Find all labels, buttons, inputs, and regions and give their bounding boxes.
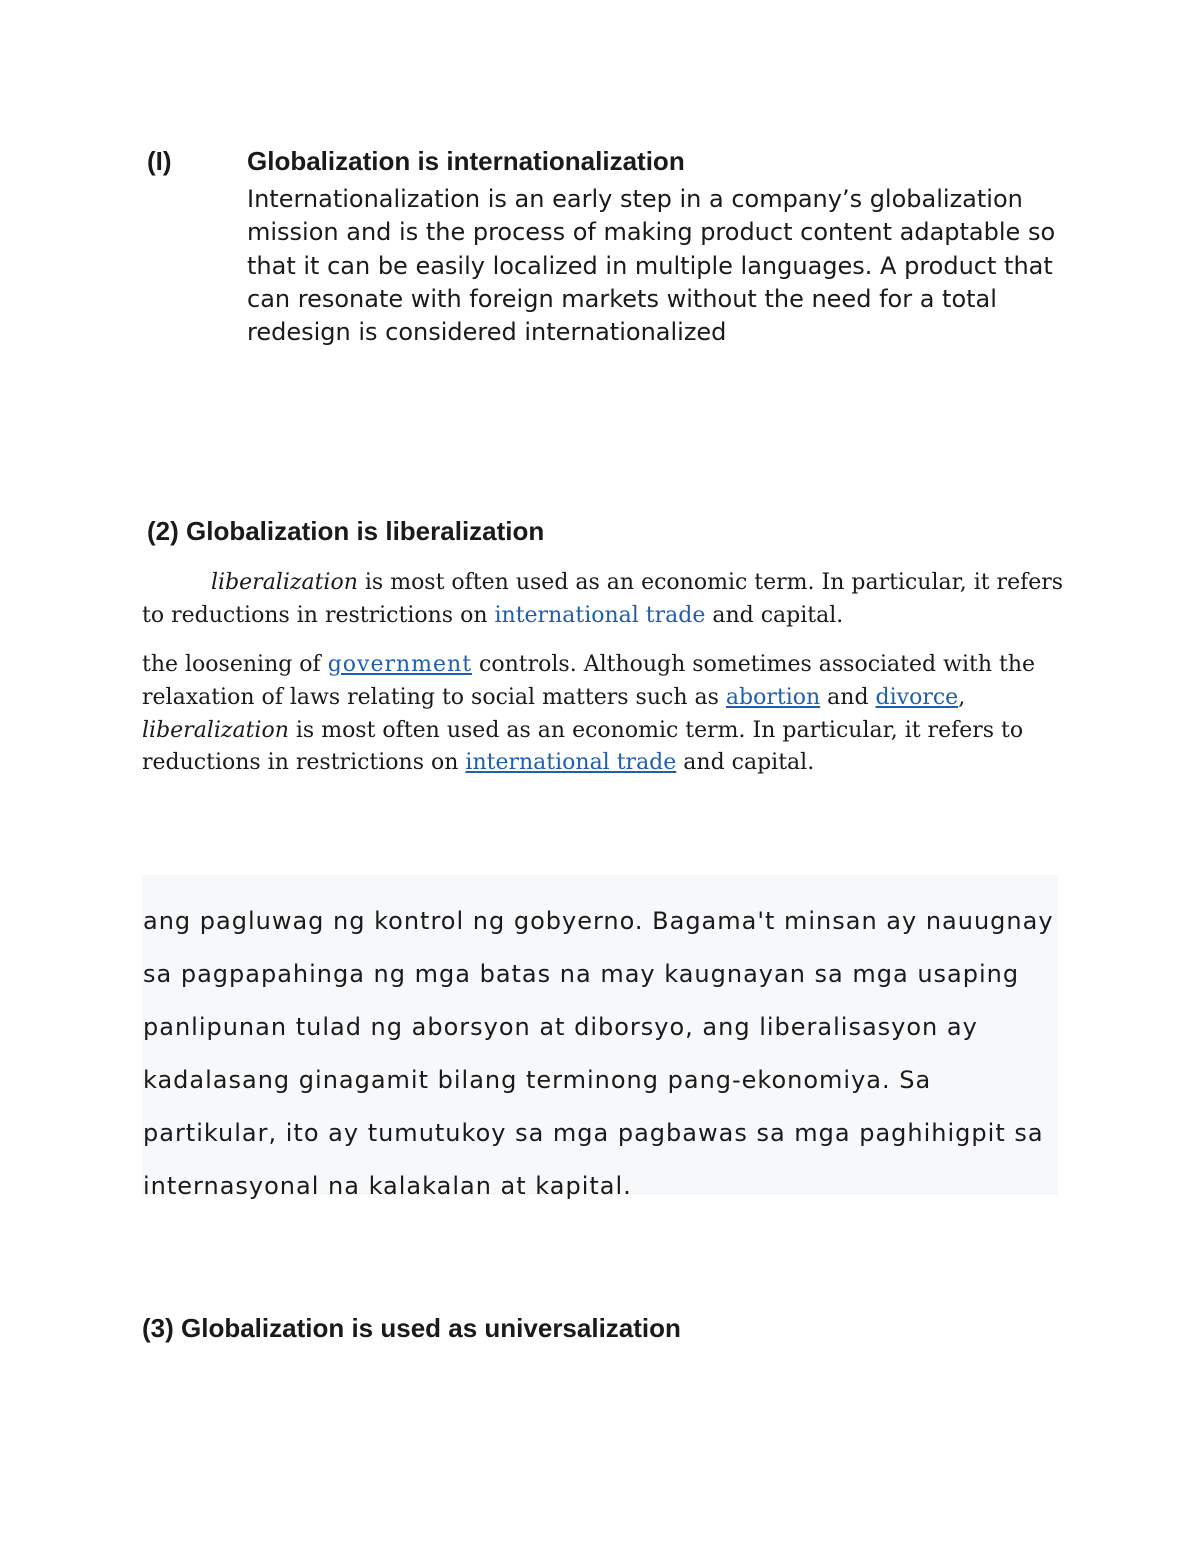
divorce-link[interactable]: divorce xyxy=(875,684,959,710)
text: and xyxy=(820,684,876,710)
section-1-body: Internationalization is an early step in a company’s globalization mission and is the process of making product content adaptable so that it can be easily localized in multiple languages. A product that can resonate with foreign markets without the need for a total redesign is considered internationalized xyxy=(247,185,1056,347)
term-liberalization: liberalization xyxy=(142,717,289,743)
text: and capital. xyxy=(676,750,815,776)
text: the loosening of xyxy=(142,652,328,677)
section-3-heading: (3) Globalization is used as universalization xyxy=(142,1313,681,1343)
abortion-link[interactable]: abortion xyxy=(725,684,821,710)
government-link[interactable]: government xyxy=(327,652,473,677)
liberalization-paragraph-2 xyxy=(142,649,1082,780)
text: , xyxy=(958,684,966,710)
section-1-heading: Globalization is internationalization xyxy=(247,146,685,176)
filipino-translation-block xyxy=(142,875,1058,1200)
text: is most often used as an econo xyxy=(288,717,639,743)
filipino-translation-text: ang pagluwag ng kontrol ng gobyerno. Bagama't minsan ay nauugnay sa pagpapahinga ng mga batas na may kaugnayan sa mga usaping panlipunan tulad ng aborsyon at diborsyo, ang liberalisasyon ay kadalasang ginagamit bilang terminong pang-ekonomiya. Sa partikular, ito ay tumutukoy sa mga pagbawas sa mga paghihigpit sa internasyonal na kalakalan at kapital. xyxy=(143,907,1054,1200)
international-trade-text: international trade xyxy=(494,602,706,628)
text: controls. Although sometimes associated with the relaxation of laws relating to social matters such as xyxy=(142,652,1036,710)
text: and capital. xyxy=(705,602,844,628)
section-1-number: (I) xyxy=(147,146,172,176)
text: mic term. In particular, it refers to reductions in restrictions on xyxy=(142,570,1064,628)
liberalization-paragraph-1 xyxy=(142,567,1082,633)
section-2-heading: (2) Globalization is liberalization xyxy=(147,516,545,546)
text: mic term. In particular, it refers to reductions in restrictions on xyxy=(142,717,1024,776)
international-trade-link[interactable]: international trade xyxy=(465,750,677,776)
term-liberalization: liberalization xyxy=(211,570,358,595)
text: is most often used as an econo xyxy=(357,570,708,595)
